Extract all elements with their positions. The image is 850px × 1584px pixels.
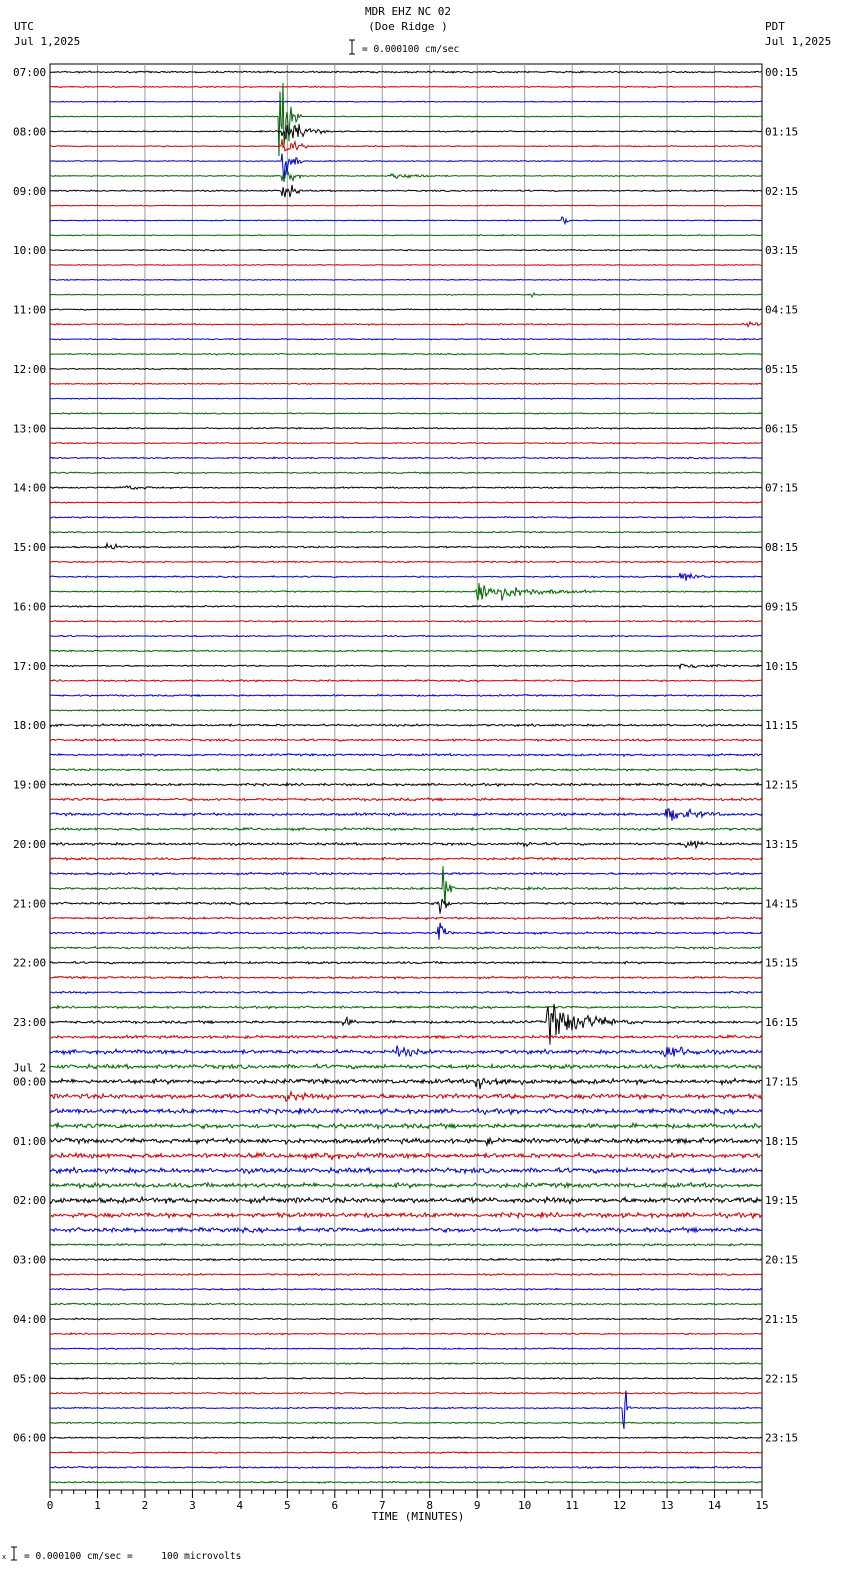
- trace-line: [50, 1004, 762, 1045]
- footer-scale-icon: [11, 1547, 17, 1560]
- pdt-hour-label: 15:15: [765, 956, 799, 970]
- trace-line: [50, 83, 762, 156]
- trace-line: [50, 309, 762, 310]
- trace-line: [50, 1168, 762, 1174]
- utc-hour-label: 20:00: [13, 837, 47, 851]
- pdt-hour-label: 09:15: [765, 600, 799, 614]
- utc-hour-label: 11:00: [13, 303, 47, 317]
- trace-line: [50, 427, 762, 429]
- trace-line: [50, 1092, 762, 1102]
- trace-line: [50, 1333, 762, 1335]
- trace-line: [50, 1437, 762, 1439]
- utc-hour-label: 13:00: [13, 422, 47, 436]
- pdt-hour-label: 04:15: [765, 303, 799, 317]
- x-tick-label: 2: [141, 1499, 149, 1512]
- utc-hour-label: 14:00: [13, 481, 47, 495]
- x-tick-label: 9: [473, 1499, 481, 1512]
- utc-hour-label: 12:00: [13, 362, 47, 376]
- trace-line: [50, 139, 762, 151]
- trace-line: [50, 368, 762, 370]
- trace-line: [50, 472, 762, 474]
- trace-line: [50, 754, 762, 757]
- trace-line: [50, 1064, 762, 1069]
- x-tick-label: 11: [565, 1499, 579, 1512]
- trace-line: [50, 1481, 762, 1483]
- trace-line: [50, 694, 762, 696]
- trace-line: [50, 154, 762, 182]
- utc-hour-label: 23:00: [13, 1016, 47, 1030]
- trace-line: [50, 486, 762, 489]
- trace-line: [50, 709, 762, 711]
- trace-line: [50, 235, 762, 236]
- minute-grid: [97, 64, 714, 1490]
- x-tick-label: 12: [612, 1499, 627, 1512]
- right-timezone: PDT: [765, 20, 785, 33]
- trace-line: [50, 561, 762, 563]
- trace-line: [50, 322, 762, 327]
- right-date: Jul 1,2025: [765, 35, 832, 48]
- trace-line: [50, 353, 762, 355]
- x-tick-label: 14: [707, 1499, 722, 1512]
- station-title: MDR EHZ NC 02: [364, 5, 452, 18]
- trace-line: [50, 1363, 762, 1365]
- trace-line: [50, 583, 762, 601]
- pdt-hour-label: 06:15: [765, 422, 799, 436]
- pdt-hour-label: 02:15: [765, 184, 799, 198]
- trace-line: [50, 769, 762, 772]
- trace-line: [50, 1006, 762, 1009]
- trace-line: [50, 1243, 762, 1246]
- pdt-hour-label: 12:15: [765, 778, 799, 792]
- pdt-hour-label: 07:15: [765, 481, 799, 495]
- utc-hour-label: 07:00: [13, 66, 47, 79]
- trace-line: [50, 217, 762, 224]
- trace-line: [50, 264, 762, 265]
- trace-line: [50, 1392, 762, 1394]
- trace-line: [50, 620, 762, 622]
- trace-line: [50, 279, 762, 280]
- trace-line: [50, 517, 762, 519]
- x-tick-label: 6: [331, 1499, 339, 1512]
- pdt-hour-label: 19:15: [765, 1194, 799, 1208]
- utc-hour-label: 10:00: [13, 244, 47, 258]
- trace-line: [50, 1422, 762, 1424]
- trace-line: [50, 947, 762, 950]
- trace-line: [50, 635, 762, 637]
- plot-border: [50, 64, 762, 1490]
- x-tick-label: 1: [94, 1499, 101, 1512]
- trace-line: [50, 866, 762, 905]
- x-tick-label: 4: [236, 1499, 244, 1512]
- trace-line: [50, 413, 762, 414]
- pdt-hour-label: 23:15: [765, 1431, 799, 1445]
- trace-line: [50, 1079, 762, 1090]
- trace-line: [50, 1258, 762, 1260]
- trace-line: [50, 917, 762, 920]
- trace-line: [50, 1046, 762, 1057]
- pdt-hour-label: 03:15: [765, 244, 799, 258]
- utc-hour-label: 09:00: [13, 184, 47, 198]
- utc-hour-label: 19:00: [13, 778, 47, 792]
- pdt-hour-label: 14:15: [765, 897, 799, 911]
- pdt-hour-label: 18:15: [765, 1134, 799, 1148]
- x-tick-label: 8: [426, 1499, 434, 1512]
- trace-line: [50, 923, 762, 940]
- x-tick-label: 5: [284, 1499, 291, 1512]
- utc-hour-label: 02:00: [13, 1194, 47, 1208]
- trace-line: [50, 798, 762, 801]
- trace-line: [50, 293, 762, 297]
- left-timezone: UTC: [14, 20, 34, 33]
- scale-label: = 0.000100 cm/sec: [362, 44, 460, 55]
- trace-line: [50, 680, 762, 682]
- trace-line: [50, 185, 762, 197]
- x-tick-label: 10: [518, 1499, 532, 1512]
- utc-hour-label: 01:00: [13, 1134, 47, 1148]
- pdt-hour-label: 17:15: [765, 1075, 799, 1089]
- trace-line: [50, 573, 762, 581]
- trace-line: [50, 101, 762, 102]
- trace-line: [50, 398, 762, 399]
- footer-scale-label: = 0.000100 cm/sec = 100 microvolts: [24, 1551, 242, 1562]
- x-axis-label: TIME (MINUTES): [371, 1510, 465, 1523]
- trace-line: [50, 1227, 762, 1232]
- trace-line: [50, 1466, 762, 1468]
- date-change-label: Jul 2: [13, 1061, 47, 1075]
- trace-line: [50, 841, 762, 848]
- pdt-hour-label: 21:15: [765, 1312, 799, 1326]
- utc-hour-label: 00:00: [13, 1075, 47, 1089]
- utc-hour-label: 03:00: [13, 1253, 47, 1267]
- utc-hour-label: 18:00: [13, 719, 47, 733]
- pdt-hour-label: 22:15: [765, 1372, 799, 1386]
- left-date: Jul 1,2025: [14, 35, 81, 48]
- trace-line: [50, 1123, 762, 1129]
- trace-line: [50, 338, 762, 340]
- trace-line: [50, 961, 762, 964]
- trace-line: [50, 502, 762, 504]
- pdt-hour-label: 20:15: [765, 1253, 799, 1267]
- trace-line: [50, 872, 762, 875]
- trace-line: [50, 531, 762, 533]
- trace-line: [50, 1212, 762, 1218]
- trace-line: [50, 1273, 762, 1275]
- trace-line: [50, 1183, 762, 1188]
- trace-line: [50, 724, 762, 727]
- pdt-hour-labels: [765, 66, 798, 1445]
- pdt-hour-label: 01:15: [765, 125, 799, 139]
- trace-line: [50, 1303, 762, 1305]
- utc-hour-label: 16:00: [13, 600, 47, 614]
- trace-line: [50, 1153, 762, 1160]
- scale-bar-icon: [349, 40, 355, 54]
- footer-mark: x: [2, 1553, 7, 1561]
- station-subtitle: (Doe Ridge ): [368, 20, 448, 33]
- x-tick-label: 7: [378, 1499, 386, 1512]
- trace-line: [50, 899, 762, 914]
- x-tick-label: 15: [755, 1499, 769, 1512]
- utc-hour-label: 17:00: [13, 659, 47, 673]
- trace-line: [50, 442, 762, 444]
- trace-line: [50, 383, 762, 385]
- trace-line: [50, 991, 762, 993]
- utc-hour-label: 22:00: [13, 956, 47, 970]
- trace-line: [50, 828, 762, 831]
- trace-line: [50, 170, 762, 181]
- trace-line: [50, 249, 762, 251]
- utc-hour-label: 04:00: [13, 1312, 47, 1326]
- trace-line: [50, 1108, 762, 1114]
- trace-line: [50, 809, 762, 821]
- trace-line: [50, 71, 762, 73]
- trace-line: [50, 976, 762, 979]
- utc-hour-label: 15:00: [13, 541, 47, 555]
- plot-area: [50, 64, 762, 1490]
- pdt-hour-label: 13:15: [765, 837, 799, 851]
- trace-line: [50, 606, 762, 608]
- pdt-hour-label: 05:15: [765, 362, 799, 376]
- trace-line: [50, 857, 762, 860]
- trace-line: [50, 783, 762, 786]
- trace-line: [50, 86, 762, 88]
- utc-hour-label: 06:00: [13, 1431, 47, 1445]
- trace-line: [50, 544, 762, 549]
- pdt-hour-label: 08:15: [765, 541, 799, 555]
- x-tick-label: 3: [189, 1499, 196, 1512]
- trace-line: [50, 650, 762, 652]
- trace-line: [50, 1035, 762, 1039]
- utc-hour-labels: [13, 66, 46, 1445]
- x-tick-label: 0: [46, 1499, 54, 1512]
- trace-line: [50, 664, 762, 668]
- pdt-hour-label: 16:15: [765, 1016, 799, 1030]
- utc-hour-label: 21:00: [13, 897, 47, 911]
- pdt-hour-label: 00:15: [765, 66, 799, 79]
- trace-line: [50, 124, 762, 138]
- utc-hour-label: 08:00: [13, 125, 47, 139]
- utc-hour-label: 05:00: [13, 1372, 47, 1386]
- seismic-traces: [50, 71, 762, 1483]
- trace-line: [50, 1318, 762, 1320]
- trace-line: [50, 1288, 762, 1290]
- trace-line: [50, 1378, 762, 1380]
- pdt-hour-label: 10:15: [765, 659, 799, 673]
- trace-line: [50, 457, 762, 459]
- trace-line: [50, 1197, 762, 1204]
- pdt-hour-label: 11:15: [765, 719, 799, 733]
- trace-line: [50, 205, 762, 206]
- trace-line: [50, 1452, 762, 1454]
- x-axis: [47, 1490, 769, 1512]
- trace-line: [50, 1348, 762, 1350]
- trace-line: [50, 739, 762, 742]
- x-tick-label: 13: [660, 1499, 674, 1512]
- trace-line: [50, 1138, 762, 1145]
